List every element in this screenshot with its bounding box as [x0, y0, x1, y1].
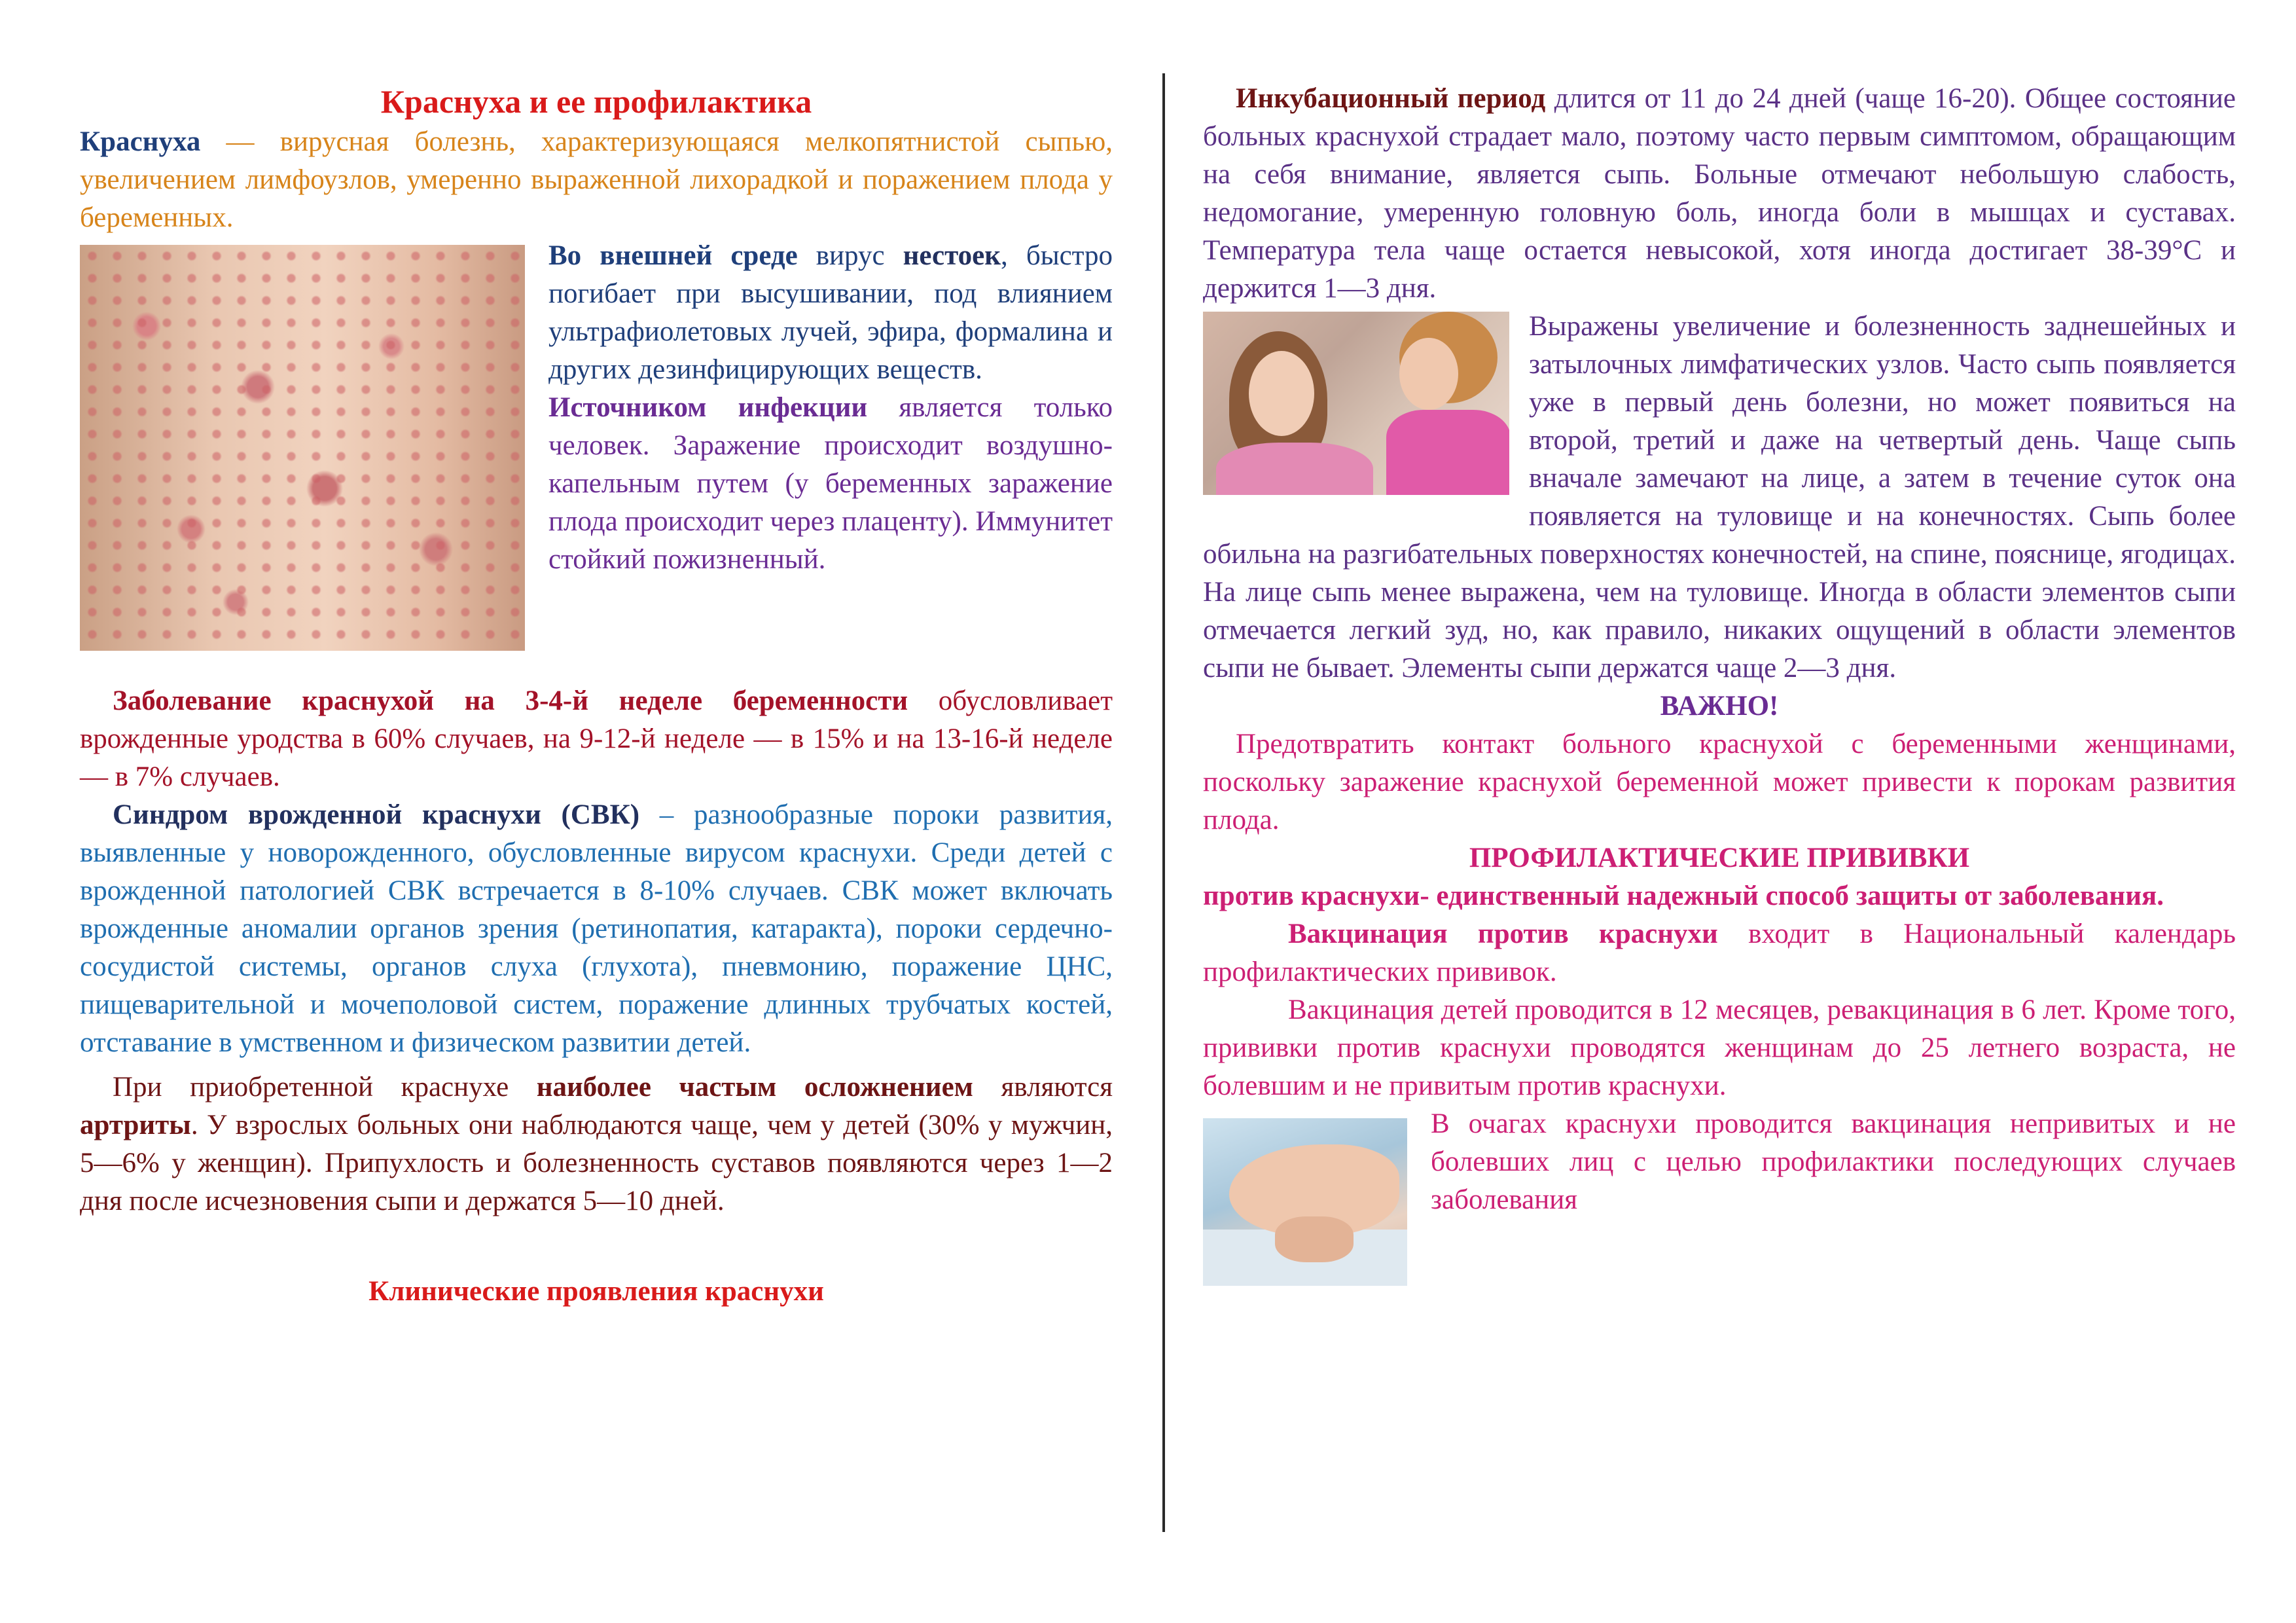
page-title: Краснуха и ее профилактика [380, 83, 812, 120]
important-heading-text: ВАЖНО! [1660, 691, 1779, 721]
environment-text: , быстро погибает при высушивании, под влиянием ультрафиолетовых лучей, эфира, формалина и других дезинфицирующих веществ. [548, 240, 1113, 385]
intro-term: Краснуха [80, 126, 201, 157]
vaccination-subheading-text: против краснухи- единственный надежный способ защиты от заболевания. [1203, 881, 2164, 911]
complications-paragraph [80, 1068, 1113, 1220]
svk-paragraph [80, 796, 1113, 1062]
schedule-paragraph: Вакцинация детей проводится в 12 месяцев, ревакцинация в 6 лет. Кроме того, прививки против краснухи проводятся женщинам до 25 летнего возраста, не болевшим и не привитым против краснухи. [1203, 994, 2236, 1101]
vaccination-subheading [1203, 877, 2236, 915]
complications-text-3: . У взрослых больных они наблюдаются чаще, чем у детей (30% у мужчин, 5—6% у женщин). Припухлость и болезненность суставов появляются через 1—2 дня после исчезновения сыпи и держатся 5—10 дней. [80, 1110, 1113, 1216]
clinical-heading [80, 1273, 1113, 1311]
complications-text-2: являются [973, 1072, 1113, 1103]
incubation-paragraph [1203, 80, 2236, 308]
pregnancy-text: обусловливает врожденные уродства в 60% случаев, на 9-12-й неделе — в 15% и на 13-16-й неделе — в 7% случаев. [80, 685, 1113, 792]
important-heading [1203, 687, 2236, 725]
source-lead: Источником инфекции [548, 392, 868, 423]
right-column [1203, 0, 2236, 1292]
vaccination-photo [1203, 1118, 1407, 1286]
important-paragraph: Предотвратить контакт больного краснухой с беременными женщинами, поскольку заражение краснухой беременной может привести к порокам развития плода. [1203, 729, 2236, 835]
outbreak-paragraph: В очагах краснухи проводится вакцинация непривитых и не болевших лиц с целью профилактики последующих случаев заболевания [1431, 1108, 2236, 1215]
pregnancy-lead: Заболевание краснухой на 3-4-й неделе беременности [113, 685, 908, 716]
svk-lead: Синдром врожденной краснухи (СВК) [113, 799, 640, 830]
complications-text-1: При приобретенной краснухе [113, 1072, 537, 1103]
column-divider [1162, 73, 1165, 1532]
lymph-paragraph: Выражены увеличение и болезненность заднешейных и затылочных лимфатических узлов. Часто сыпь появляется уже в первый день болезни, но может появиться на второй, третий и даже на четвертый день. Чаще сыпь вначале замечают на лице, а затем в течение суток она появляется на туловище и на конечностях. Сыпь более обильна на разгибательных поверхностях конечностей, на спине, пояснице, ягодицах. На лице сыпь менее выражена, чем на туловище. Иногда в области элементов сыпи отмечается легкий зуд, но, как правило, никаких ощущений в области элементов сыпи не бывает. Элементы сыпи держатся чаще 2—3 дня. [1203, 311, 2236, 684]
svk-text: – разнообразные пороки развития, выявленные у новорожденного, обусловленные вирусом краснухи. Среди детей с врожденной патологией СВК встречается в 8-10% случаев. СВК может включать врожденные аномалии органов зрения (ретинопатия, катаракта), пороки сердечно-сосудистой системы, органов слуха (глухота), пневмонию, поражение ЦНС, пищеварительной и мочеполовой систем, поражение длинных трубчатых костей, отставание в умственном и физическом развитии детей. [80, 799, 1113, 1058]
intro-paragraph [80, 123, 1113, 237]
rash-skin-photo [80, 245, 525, 651]
intro-text: — вирусная болезнь, характеризующаяся мелкопятнистой сыпью, увеличением лимфоузлов, умеренно выраженной лихорадкой и поражением плода у беременных. [80, 126, 1113, 233]
environment-word: нестоек [903, 240, 1001, 271]
pregnancy-paragraph [80, 682, 1113, 796]
clinical-heading-text: Клинические проявления краснухи [368, 1276, 824, 1307]
calendar-text: входит в Национальный календарь профилактических прививок. [1203, 919, 2236, 987]
incubation-text: длится от 11 до 24 дней (чаще 16-20). Общее состояние больных краснухой страдает мало, поэтому часто первым симптомом, обращающим на себя внимание, является сыпь. Больные отмечают небольшую слабость, недомогание, умеренную головную боль, иногда боли в мышцах и суставах. Температура тела чаще остается невысокой, хотя иногда достигает 38-39°С и держится 1—3 дня. [1203, 83, 2236, 304]
incubation-lead: Инкубационный период [1236, 83, 1546, 114]
mother-daughter-photo [1203, 312, 1509, 495]
vaccination-heading [1203, 839, 2236, 877]
left-column [80, 0, 1113, 1311]
environment-lead: Во внешней среде [548, 240, 798, 271]
calendar-paragraph [1203, 915, 2236, 991]
vaccination-heading-text: ПРОФИЛАКТИЧЕСКИЕ ПРИВИВКИ [1469, 843, 1970, 873]
source-text: является только человек. Заражение происходит воздушно-капельным путем (у беременных заражение плода происходит через плаценту). Иммунитет стойкий пожизненный. [548, 392, 1113, 575]
complications-bold-2: артриты [80, 1110, 191, 1140]
complications-bold-1: наиболее частым осложнением [536, 1072, 973, 1103]
calendar-lead: Вакцинация против краснухи [1288, 919, 1718, 949]
environment-mid: вирус [797, 240, 903, 271]
